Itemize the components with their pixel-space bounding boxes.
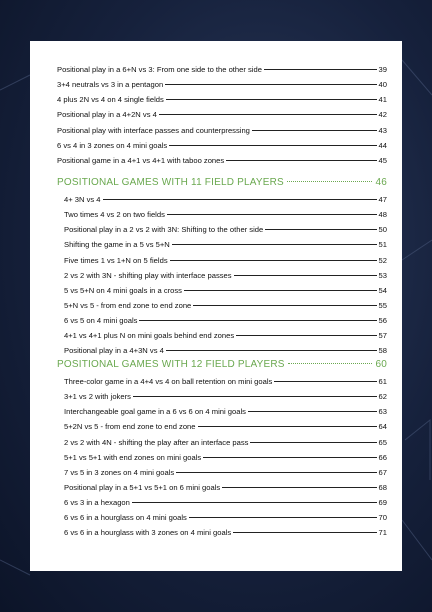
toc-entry-page: 57: [378, 331, 387, 341]
toc-leader: [203, 457, 376, 458]
toc-leader: [193, 305, 376, 306]
toc-entry[interactable]: [64, 453, 387, 468]
toc-leader: [176, 472, 376, 473]
toc-top-list: [57, 65, 387, 171]
toc-entry-title: Two times 4 vs 2 on two fields: [64, 210, 165, 220]
toc-entry-page: 43: [378, 125, 387, 135]
toc-entry-title: 6 vs 6 in a hourglass with 3 zones on 4 mini goals: [64, 528, 232, 538]
toc-entry-page: 52: [378, 255, 387, 265]
toc-leader: [233, 532, 376, 533]
toc-entry[interactable]: [64, 301, 387, 316]
toc-entry-page: 69: [378, 498, 387, 508]
toc-entry-page: 54: [378, 285, 387, 295]
toc-entry-page: 58: [378, 346, 387, 356]
toc-entry[interactable]: [64, 407, 387, 422]
toc-entry-page: 39: [378, 65, 387, 74]
toc-entry-title: 3+4 neutrals vs 3 in a pentagon: [57, 80, 164, 90]
toc-entry[interactable]: [57, 156, 387, 171]
toc-entry-page: 45: [378, 155, 387, 165]
toc-leader: [198, 426, 377, 427]
toc-leader: [264, 69, 377, 70]
toc-leader: [169, 145, 376, 146]
toc-entry-page: 67: [378, 467, 387, 477]
toc-entry-title: 4+ 3N vs 4: [64, 195, 101, 204]
toc-leader: [165, 84, 376, 85]
toc-entry[interactable]: [57, 80, 387, 95]
toc-page: [30, 41, 402, 571]
toc-entry-title: Positional game in a 4+1 vs 4+1 with taboo zones: [57, 155, 225, 165]
toc-entry-title: Positional play in a 5+1 vs 5+1 on 6 mini goals: [64, 482, 221, 492]
toc-entry-title: Three-color game in a 4+4 vs 4 on ball retention on mini goals: [64, 377, 273, 386]
toc-entry[interactable]: [64, 316, 387, 331]
toc-entry-title: Positional play in a 2 vs 2 with 3N: Shifting to the other side: [64, 225, 264, 235]
toc-entry[interactable]: [64, 210, 387, 225]
toc-entry-title: 6 vs 3 in a hexagon: [64, 498, 130, 508]
toc-leader: [139, 320, 376, 321]
toc-entry-title: 2 vs 2 with 4N - shifting the play after an interface pass: [64, 437, 249, 447]
toc-entry[interactable]: [64, 256, 387, 271]
toc-leader: [252, 130, 377, 131]
toc-leader: [172, 244, 377, 245]
toc-leader: [250, 442, 376, 443]
toc-entry[interactable]: [64, 271, 387, 286]
toc-entry[interactable]: [57, 126, 387, 141]
toc-entry[interactable]: [64, 240, 387, 255]
toc-entry-title: Positional play in a 6+N vs 3: From one side to the other side: [57, 65, 262, 74]
toc-entry-title: 2 vs 2 with 3N - shifting play with interface passes: [64, 270, 232, 280]
toc-entry-page: 40: [378, 80, 387, 90]
toc-entry-page: 42: [378, 110, 387, 120]
toc-entry-title: 5+2N vs 5 - from end zone to end zone: [64, 422, 196, 432]
toc-entry-page: 50: [378, 225, 387, 235]
toc-entry[interactable]: [64, 438, 387, 453]
toc-entry[interactable]: [64, 528, 387, 543]
toc-entry[interactable]: [64, 331, 387, 346]
toc-entry-title: Positional play with interface passes and counterpressing: [57, 125, 250, 135]
toc-entry-page: 51: [378, 240, 387, 250]
toc-leader: [166, 99, 377, 100]
toc-entry-title: 3+1 vs 2 with jokers: [64, 392, 131, 402]
toc-leader: [132, 502, 377, 503]
toc-entry-page: 71: [378, 528, 387, 538]
toc-leader: [236, 335, 376, 336]
toc-entry-page: 68: [378, 482, 387, 492]
toc-entry[interactable]: [64, 513, 387, 528]
toc-leader: [274, 381, 376, 382]
toc-entry-page: 61: [378, 377, 387, 386]
toc-leader: [166, 350, 377, 351]
toc-entry-page: 48: [378, 210, 387, 220]
toc-entry-page: 65: [378, 437, 387, 447]
toc-entry[interactable]: [57, 110, 387, 125]
toc-entry[interactable]: [57, 65, 387, 80]
toc-entry-page: 55: [378, 300, 387, 310]
toc-entry-title: 5+1 vs 5+1 with end zones on mini goals: [64, 452, 202, 462]
toc-entry-page: 53: [378, 270, 387, 280]
toc-entry-title: 5+N vs 5 - from end zone to end zone: [64, 300, 192, 310]
toc-leader: [159, 114, 377, 115]
toc-leader: [184, 290, 377, 291]
toc-entry[interactable]: [57, 95, 387, 110]
toc-entry[interactable]: [64, 377, 387, 392]
toc-leader: [222, 487, 376, 488]
toc-entry-title: 6 vs 5 on 4 mini goals: [64, 316, 138, 326]
toc-leader: [103, 199, 377, 200]
toc-entry-title: 6 vs 4 in 3 zones on 4 mini goals: [57, 140, 168, 150]
toc-entry-page: 66: [378, 452, 387, 462]
toc-entry[interactable]: [64, 468, 387, 483]
section-heading-12: POSITIONAL GAMES WITH 12 FIELD PLAYERS 60: [57, 359, 387, 370]
toc-entry-title: 4 plus 2N vs 4 on 4 single fields: [57, 95, 164, 105]
toc-leader: [265, 229, 376, 230]
toc-entry[interactable]: [64, 286, 387, 301]
toc-entry-title: Positional play in a 4+2N vs 4: [57, 110, 157, 120]
toc-leader: [170, 260, 377, 261]
toc-entry-title: 4+1 vs 4+1 plus N on mini goals behind end zones: [64, 331, 235, 341]
toc-entry-title: 6 vs 6 in a hourglass on 4 mini goals: [64, 513, 187, 523]
toc-leader: [133, 396, 377, 397]
toc-entry-title: Shifting the game in a 5 vs 5+N: [64, 240, 170, 250]
toc-entry-page: 64: [378, 422, 387, 432]
toc-entry-page: 70: [378, 513, 387, 523]
toc-entry[interactable]: [64, 498, 387, 513]
toc-entry[interactable]: [64, 225, 387, 240]
toc-entry-page: 41: [378, 95, 387, 105]
toc-entry-title: Five times 1 vs 1+N on 5 fields: [64, 255, 168, 265]
toc-entry[interactable]: [64, 483, 387, 498]
toc-section-12: [57, 359, 387, 544]
section-heading-11: POSITIONAL GAMES WITH 11 FIELD PLAYERS 46: [57, 177, 387, 188]
toc-section-11: [57, 177, 387, 362]
toc-entry[interactable]: [64, 392, 387, 407]
toc-entry-title: 5 vs 5+N on 4 mini goals in a cross: [64, 285, 182, 295]
toc-leader: [189, 517, 377, 518]
toc-entry[interactable]: [57, 141, 387, 156]
toc-leader: [226, 160, 376, 161]
toc-entry[interactable]: [64, 422, 387, 437]
toc-entry-title: 7 vs 5 in 3 zones on 4 mini goals: [64, 467, 175, 477]
toc-entry[interactable]: [64, 195, 387, 210]
toc-entry-title: Interchangeable goal game in a 6 vs 6 on 4 mini goals: [64, 407, 246, 417]
toc-entry-page: 44: [378, 140, 387, 150]
toc-entry-page: 47: [378, 195, 387, 204]
toc-leader: [167, 214, 377, 215]
toc-entry-page: 56: [378, 316, 387, 326]
toc-entry-page: 63: [378, 407, 387, 417]
toc-entry-page: 62: [378, 392, 387, 402]
toc-leader: [248, 411, 377, 412]
toc-leader: [234, 275, 377, 276]
toc-entry-title: Positional play in a 4+3N vs 4: [64, 346, 164, 356]
